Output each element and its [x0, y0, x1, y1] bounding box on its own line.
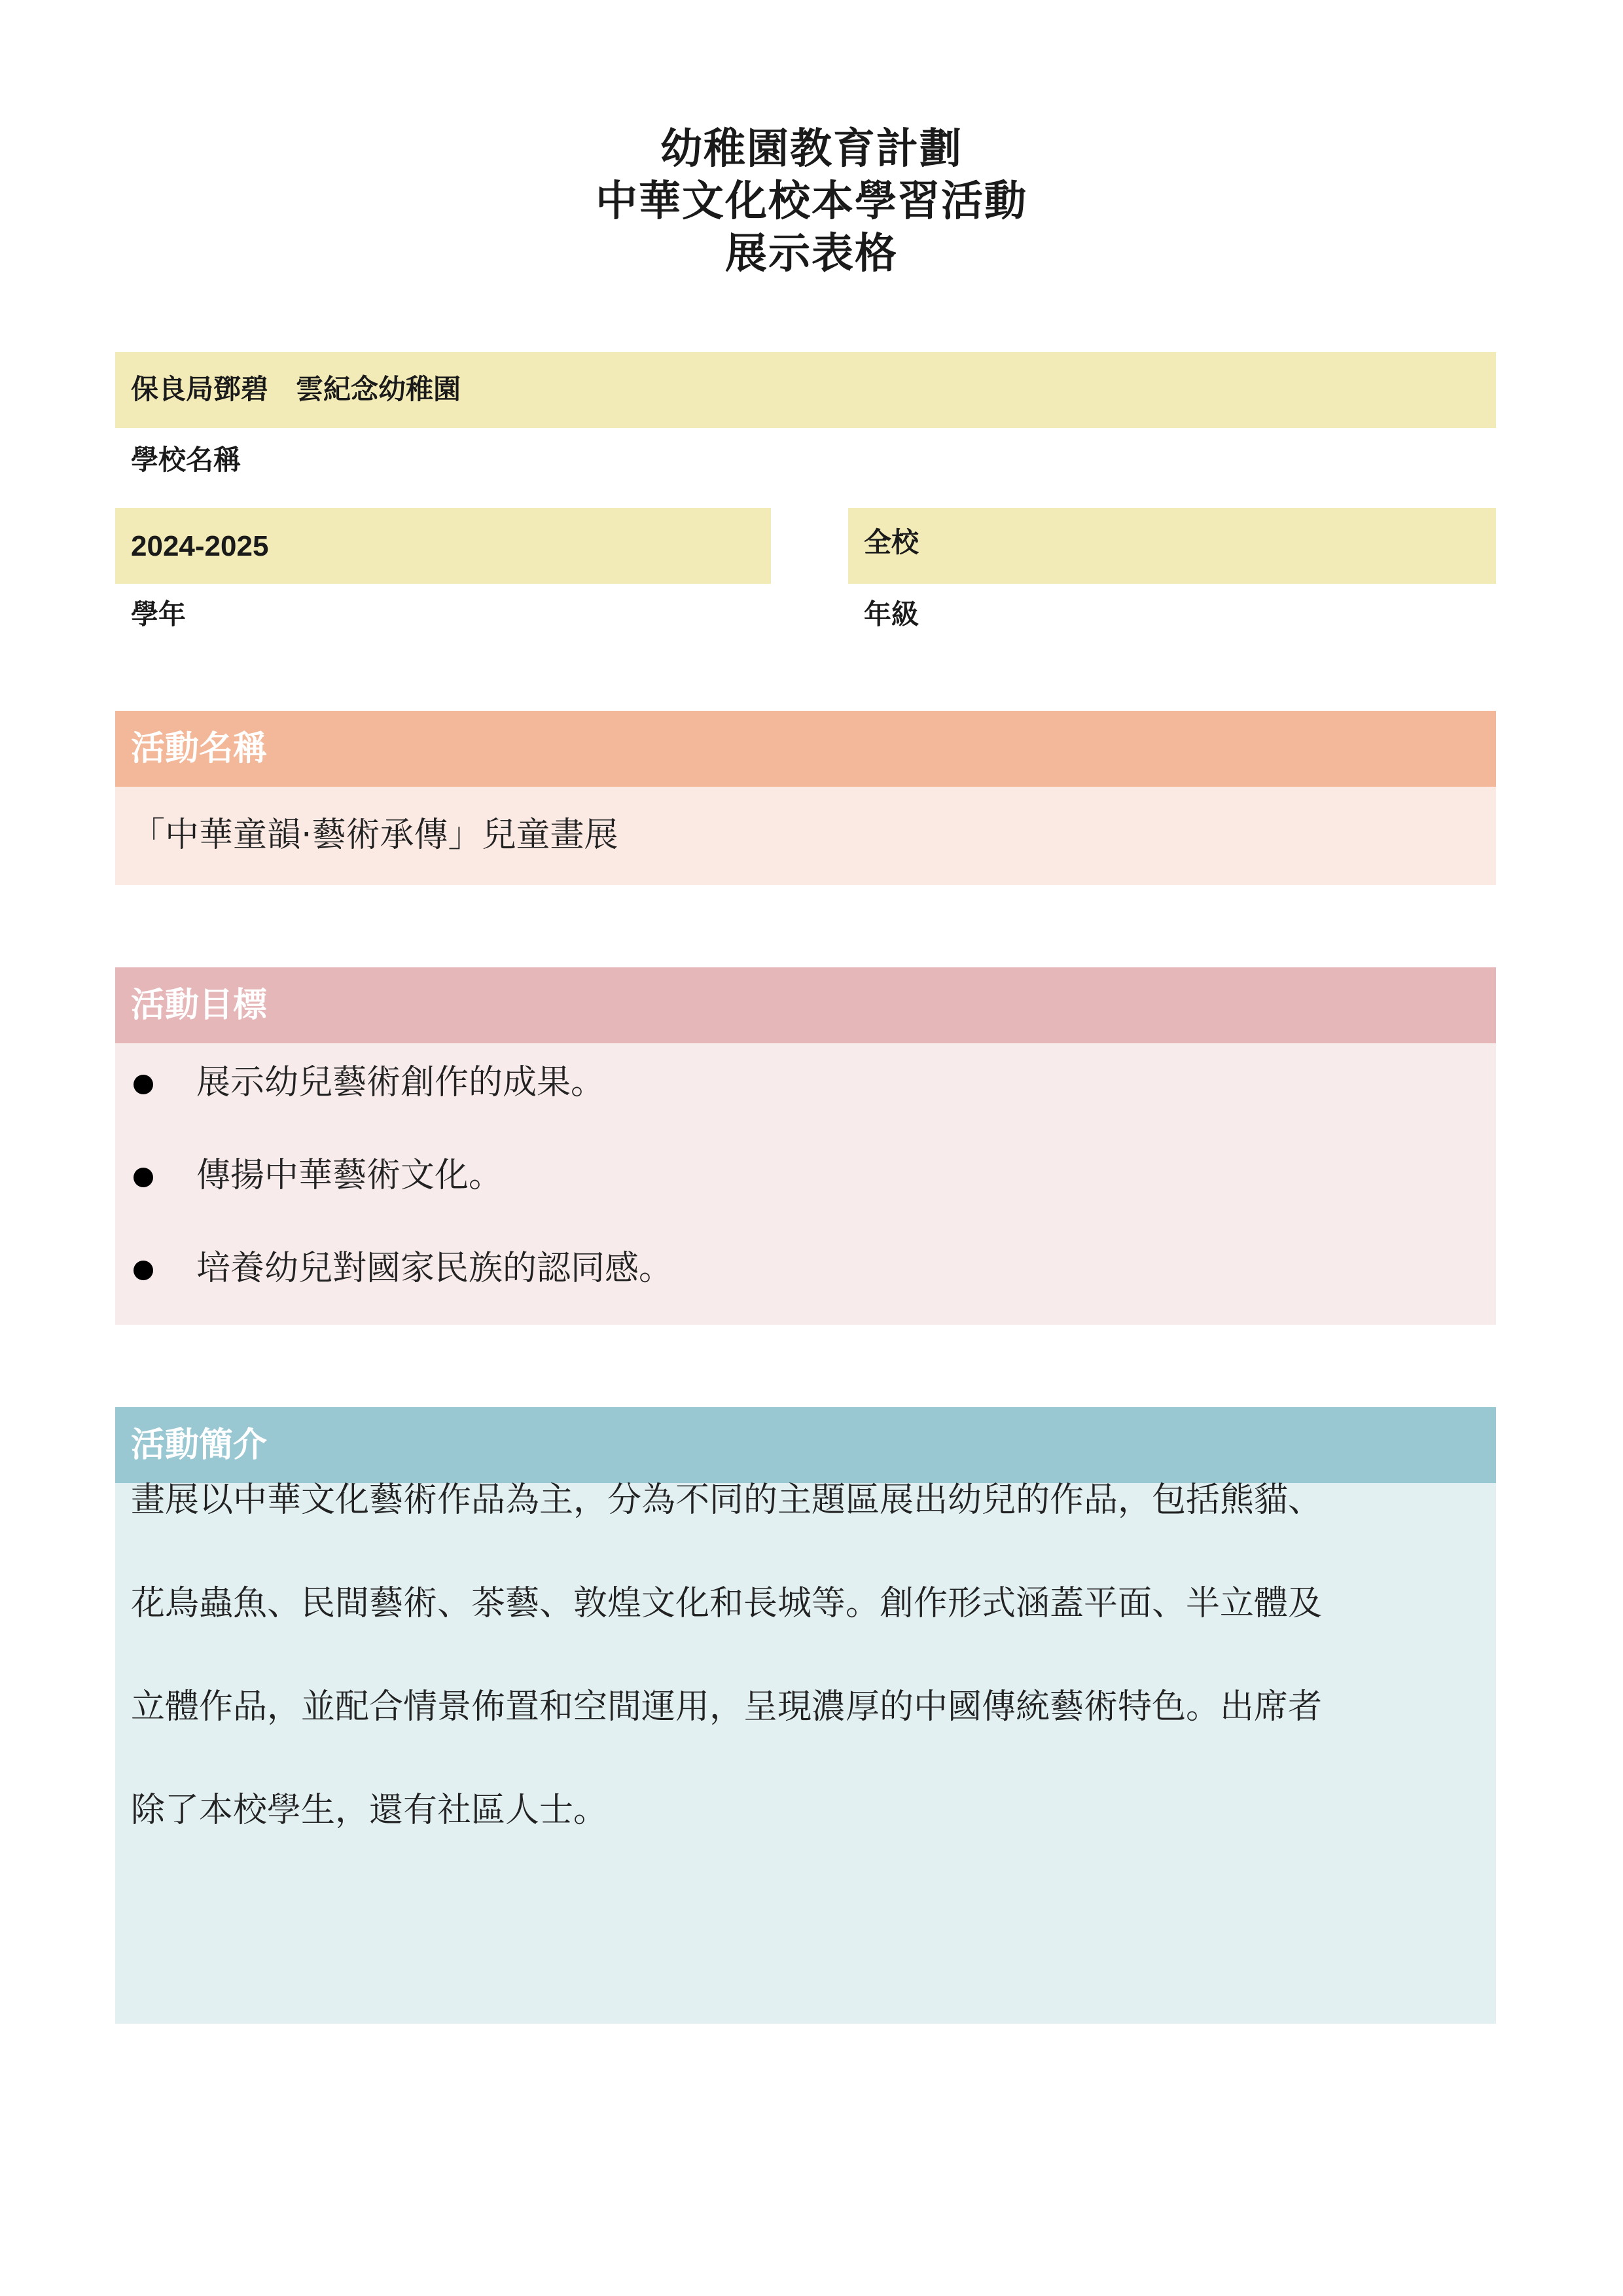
- grade-label: 年級: [864, 598, 919, 630]
- objective-text: 展示幼兒藝術創作的成果。: [196, 1063, 605, 1102]
- objective-text: 培養幼兒對國家民族的認同感。: [196, 1249, 673, 1288]
- introduction-header-text: 活動簡介: [131, 1426, 268, 1465]
- activity-name-header-text: 活動名稱: [131, 729, 268, 768]
- introduction-body[interactable]: [115, 1480, 1496, 2024]
- introduction-line: 花鳥蟲魚、民間藝術、茶藝、敦煌文化和長城等。創作形式涵蓋平面、半立體及: [131, 1584, 1323, 1623]
- school-name-label: 學校名稱: [131, 444, 241, 476]
- title-line-3: 展示表格: [725, 230, 898, 278]
- school-name-value: 保良局鄧碧 雲紀念幼稚園: [131, 373, 461, 405]
- introduction-line: 除了本校學生，還有社區人士。: [131, 1791, 608, 1830]
- introduction-line: 立體作品，並配合情景佈置和空間運用，呈現濃厚的中國傳統藝術特色。出席者: [131, 1687, 1323, 1727]
- objectives-body[interactable]: [115, 1043, 1496, 1325]
- document-title: [0, 123, 1623, 280]
- bullet-icon: [134, 1075, 153, 1094]
- objectives-header: [115, 967, 1496, 1043]
- activity-name-value: 「中華童韻‧藝術承傳」兒童畫展: [131, 816, 618, 855]
- objective-text: 傳揚中華藝術文化。: [196, 1156, 503, 1195]
- school-year-field[interactable]: [115, 508, 771, 584]
- activity-name-body[interactable]: [115, 787, 1496, 885]
- school-year-label: 學年: [131, 598, 187, 630]
- school-year-value: 2024-2025: [131, 530, 269, 562]
- objectives-header-text: 活動目標: [131, 986, 268, 1025]
- introduction-line: 畫展以中華文化藝術作品為主，分為不同的主題區展出幼兒的作品，包括熊貓、: [131, 1480, 1323, 1520]
- title-line-1: 幼稚園教育計劃: [660, 125, 963, 173]
- grade-value: 全校: [864, 526, 919, 558]
- activity-name-header: [115, 711, 1496, 787]
- title-line-2: 中華文化校本學習活動: [596, 177, 1027, 226]
- introduction-header: [115, 1407, 1496, 1483]
- bullet-icon: [134, 1168, 153, 1187]
- bullet-icon: [134, 1261, 153, 1280]
- grade-field[interactable]: [848, 508, 1496, 584]
- school-name-field[interactable]: [115, 352, 1496, 428]
